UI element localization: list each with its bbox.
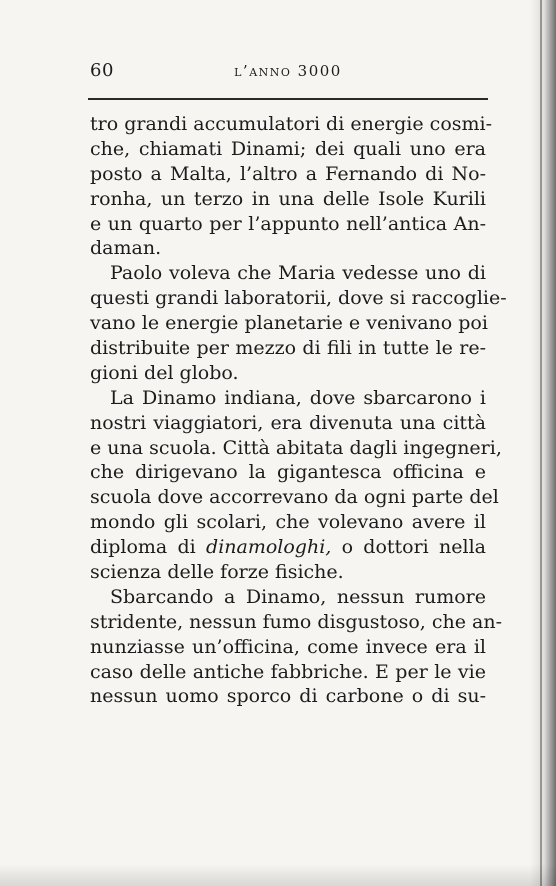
header-rule (88, 98, 488, 100)
page-number: 60 (90, 60, 114, 81)
text-line: scienza delle forze fisiche. (90, 561, 344, 584)
text-line: e un quarto per l’appunto nell’antica An- (90, 212, 486, 235)
text-line: scuola dove accorrevano da ogni parte del (90, 486, 499, 509)
text-line: che, chiamati Dinami; dei quali uno era (90, 137, 486, 160)
text-line: nunziasse un’officina, come invece era il (90, 635, 486, 658)
page-edge-line (540, 0, 542, 886)
text-line: distribuite per mezzo di fili in tutte le re- (90, 337, 486, 360)
text-line: questi grandi laboratorii, dove si raccoglie- (90, 287, 507, 310)
text-line: nessun uomo sporco di carbone o di su- (90, 685, 486, 708)
text-line: nostri viaggiatori, era divenuta una città (90, 411, 486, 434)
page-bottom-shadow (0, 864, 556, 886)
text-line: gioni del globo. (90, 361, 239, 384)
text-line: che dirigevano la gigantesca officina e (90, 461, 486, 484)
text-line: daman. (90, 237, 162, 260)
text-line: diploma di dinamologhi, o dottori nella (90, 536, 486, 559)
text-line: Sbarcando a Dinamo, nessun rumore (110, 585, 486, 608)
text-line: stridente, nessun fumo disgustoso, che an- (90, 610, 503, 633)
text-line: mondo gli scolari, che volevano avere il (90, 511, 486, 534)
text-line: La Dinamo indiana, dove sbarcarono i (110, 386, 486, 409)
italic-term: dinamologhi, (206, 536, 332, 559)
text-line: tro grandi accumulatori di energie cosmi- (90, 113, 493, 135)
text-line: e una scuola. Città abitata dagli ingegneri, (90, 436, 502, 459)
text-line: posto a Malta, l’altro a Fernando di No- (90, 162, 486, 185)
text-line: vano le energie planetarie e venivano poi (90, 312, 488, 335)
body-text (90, 112, 507, 709)
running-title: l’anno 3000 (234, 62, 342, 80)
text-line: Paolo voleva che Maria vedesse uno di (110, 262, 486, 285)
text-line: caso delle antiche fabbriche. E per le vie (90, 660, 486, 683)
page-edge-shadow (530, 0, 556, 886)
text-line: ronha, un terzo in una delle Isole Kurili (90, 187, 486, 210)
page-header (90, 60, 486, 88)
